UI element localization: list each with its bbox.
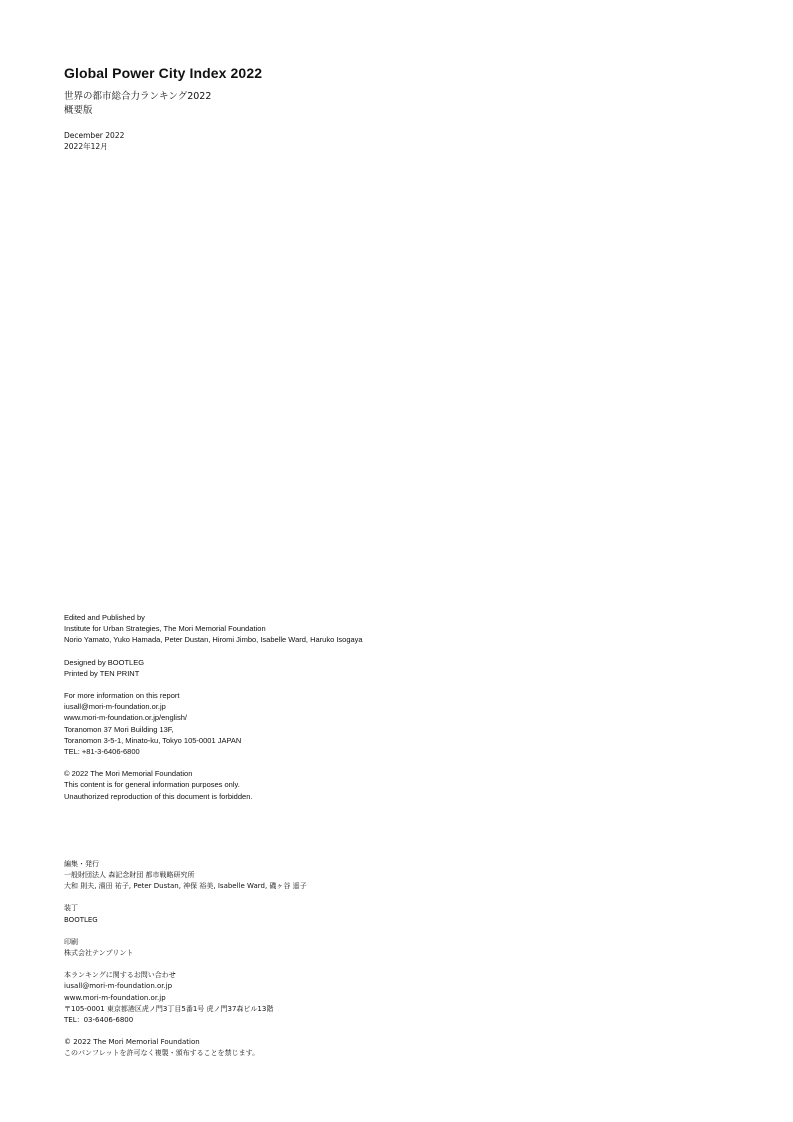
editors-block-jp: [64, 859, 744, 893]
publisher-name-en: Institute for Urban Strategies, The Mori Memorial Foundation: [64, 624, 266, 634]
designer-line-en: Designed by BOOTLEG: [64, 657, 145, 667]
editor-names-jp: 大和 則夫, 濱田 祐子, Peter Dustan, 神保 裕美, Isabelle Ward, 磯ヶ谷 遥子: [64, 882, 307, 891]
reproduction-notice-jp: このパンフレットを許可なく複製・頒布することを禁じます。: [64, 1049, 260, 1058]
address-line2-en: Toranomon 3-5-1, Minato-ku, Tokyo 105-0001 JAPAN: [64, 735, 242, 745]
contact-heading-jp: 本ランキングに関するお問い合わせ: [64, 971, 176, 980]
phone-en: TEL: +81-3-6406-6800: [64, 747, 140, 757]
copyright-line-jp: © 2022 The Mori Memorial Foundation: [64, 1038, 200, 1047]
reproduction-notice-en: Unauthorized reproduction of this document is forbidden.: [64, 791, 253, 801]
report-title: Global Power City Index 2022: [64, 65, 263, 81]
print-block-jp: [64, 937, 744, 959]
cover-header: [64, 64, 744, 152]
design-heading-jp: 装丁: [64, 904, 78, 913]
contact-email-en[interactable]: iusall@mori-m-foundation.or.jp: [64, 702, 166, 712]
contact-email-jp[interactable]: iusall@mori-m-foundation.or.jp: [64, 982, 173, 991]
editors-heading-jp: 編集・発行: [64, 859, 99, 868]
publisher-name-jp: 一般財団法人 森記念財団 都市戦略研究所: [64, 871, 195, 880]
report-edition-jp: 概要版: [64, 105, 93, 116]
design-block-jp: [64, 903, 744, 925]
editors-heading-en: Edited and Published by: [64, 613, 145, 622]
disclaimer-line-en: This content is for general information purposes only.: [64, 780, 240, 790]
contact-website-jp[interactable]: www.mori-m-foundation.or.jp: [64, 993, 166, 1002]
copyright-block-jp: [64, 1037, 744, 1059]
printer-name-jp: 株式会社テンプリント: [64, 949, 134, 958]
colophon: [64, 612, 744, 1060]
editor-names-en: Norio Yamato, Yuko Hamada, Peter Dustan, Hiromi Jimbo, Isabelle Ward, Haruko Isogaya: [64, 635, 363, 645]
copyright-block-en: [64, 768, 744, 802]
printer-line-en: Printed by TEN PRINT: [64, 668, 140, 678]
copyright-line-en: © 2022 The Mori Memorial Foundation: [64, 769, 193, 779]
publication-date-jp: 2022年12月: [64, 141, 108, 151]
editors-block-en: [64, 612, 744, 646]
contact-website-en[interactable]: www.mori-m-foundation.or.jp/english/: [64, 713, 187, 723]
contact-heading-en: For more information on this report: [64, 691, 180, 701]
address-jp: 〒105-0001 東京都港区虎ノ門3丁目5番1号 虎ノ門37森ビル13階: [64, 1004, 274, 1013]
designer-name-jp: BOOTLEG: [64, 915, 98, 924]
contact-block-en: [64, 690, 744, 757]
publication-date-en: December 2022: [64, 131, 125, 140]
contact-block-jp: [64, 970, 744, 1026]
print-heading-jp: 印刷: [64, 937, 78, 946]
design-block-en: [64, 657, 744, 679]
address-line1-en: Toranomon 37 Mori Building 13F,: [64, 724, 174, 734]
report-subtitle-jp: 世界の都市総合力ランキング2022: [64, 91, 212, 102]
phone-jp: TEL：03-6406-6800: [64, 1016, 134, 1025]
